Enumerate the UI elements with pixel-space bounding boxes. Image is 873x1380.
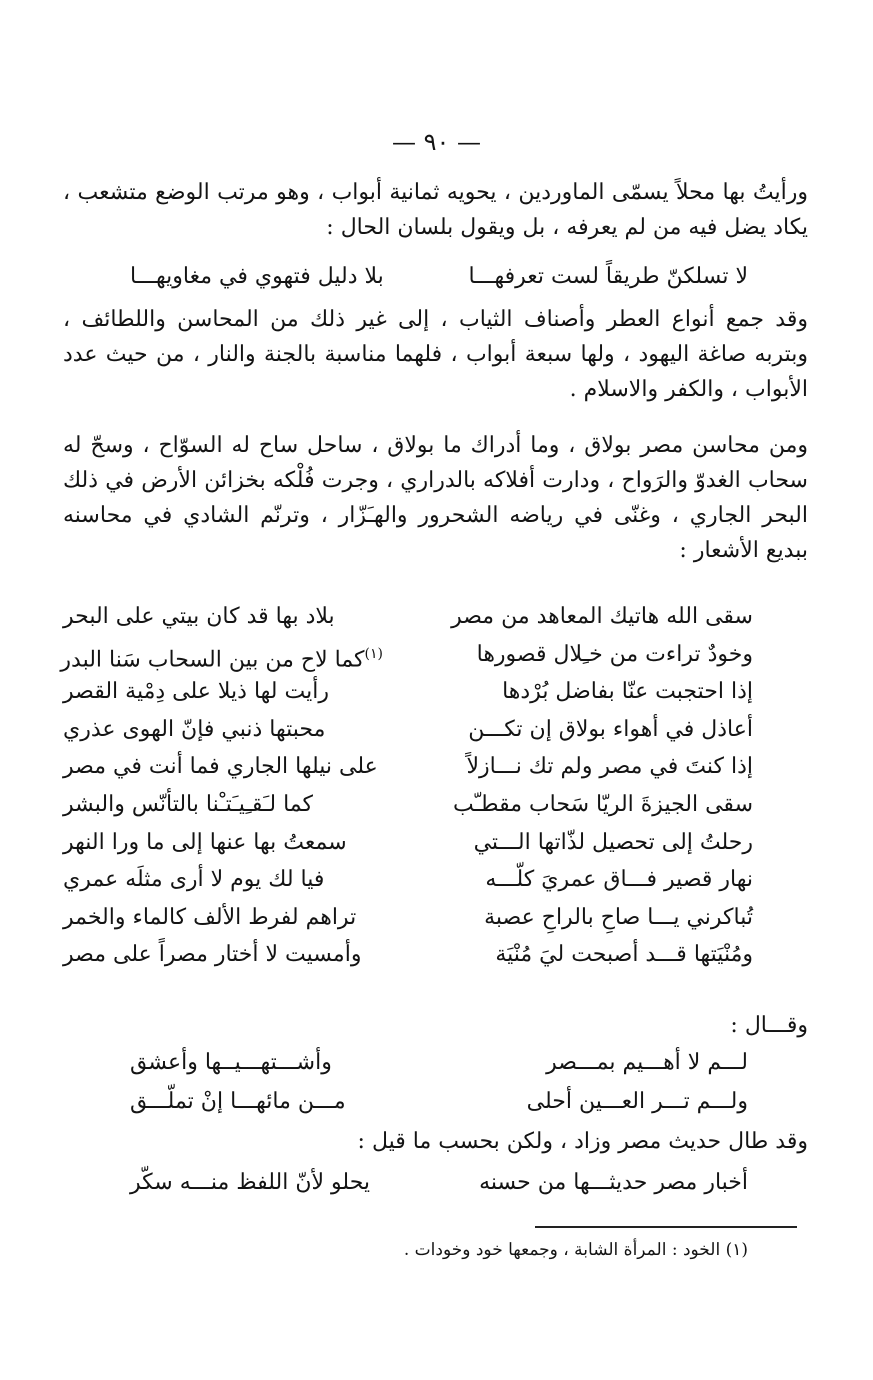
poem2-line-2-first: ولـــم تـــر العـــين أحلى — [526, 1089, 748, 1114]
poem-hemistich-first: سقى الله هاتيك المعاهد من مصر — [451, 604, 753, 629]
poem-line — [63, 936, 753, 974]
poem-hemistich-first: ومُنْيَتها قـــد أصبحت ليَ مُنْيَة — [495, 942, 753, 968]
poem-hemistich-second: سمعتُ بها عنها إلى ما ورا النهر — [63, 829, 347, 855]
poem-hemistich-second: كما لـَقـِيـَتـْنا بالتأنّس والبشر — [63, 791, 313, 817]
poem-line — [60, 636, 753, 674]
poem-hemistich-second: على نيلها الجاري فما أنت في مصر — [63, 754, 378, 780]
verse-1-second-hemistich: بلا دليل فتهوي في مغاويهـــا — [130, 264, 384, 289]
poem-hemistich-first: رحلتُ إلى تحصيل لذّاتها الـــتي — [473, 829, 753, 855]
poem2-line-1-first: لـــم لا أهـــيم بمـــصر — [546, 1050, 748, 1075]
poem-line — [63, 899, 753, 937]
poem-hemistich-second: بلاد بها قد كان بيتي على البحر — [63, 604, 335, 629]
poem-hemistich-first: إذا كنتَ في مصر ولم تك نـــازلاً — [466, 754, 753, 780]
poem-hemistich-second: محبتها ذنبي فإنّ الهوى عذري — [63, 716, 326, 742]
poem-line — [63, 673, 753, 711]
verse-4-first-hemistich: أخبار مصر حديثـــها من حسنه — [479, 1170, 748, 1195]
poem-line — [63, 711, 753, 749]
qala-heading: وقـــال : — [730, 1013, 808, 1038]
footnote: (١) الخود : المرأة الشابة ، وجمعها خود وخودات . — [403, 1240, 748, 1260]
poem-hemistich-first: سقى الجيزةَ الريّا سَحاب مقطـّب — [452, 791, 753, 817]
poem-line — [63, 786, 753, 824]
poem-hemistich-first: تُباكرني يـــا صاحِ بالراحِ عصبة — [484, 904, 753, 930]
poem-line — [63, 861, 753, 899]
paragraph-perfumes: وقد جمع أنواع العطر وأصناف الثياب ، إلى غير ذلك من المحاسن واللطائف ، وبتربه صاغة اليهود ، ولها سبعة أبواب ، فلهما مناسبة بالجنة والنار ، من حيث عدد الأبواب ، والكفر والاسلام . — [63, 307, 808, 402]
poem-hemistich-second: وأمسيت لا أختار مصراً على مصر — [63, 942, 362, 968]
paragraph-bulaq: ومن محاسن مصر بولاق ، وما أدراك ما بولاق ، ساحل ساح له السوّاح ، وسحّ له سحاب الغدوّ والرَواح ، ودارت أفلاكه بالدراري ، وجرت فُلْكه بخزائن الأرض في ذلك البحر الجاري ، وغنّى في رياضه الشحرور والهـَزّار ، وترنّم الشادي في محاسنه ببديع الأشعار : — [63, 433, 808, 563]
poem2-line-1-second: وأشـــتهـــيــها وأعشق — [130, 1050, 332, 1075]
verse-1-first-hemistich: لا تسلكنّ طريقاً لست تعرفهـــا — [468, 264, 748, 289]
poem-line — [63, 824, 753, 862]
poem-hemistich-first: نهار قصير فـــاق عمريَ كلّـــه — [485, 867, 753, 893]
poem-hemistich-second: رأيت لها ذيلا على دِمْية القصر — [63, 679, 329, 705]
verse-4-second-hemistich: يحلو لأنّ اللفظ منـــه سكّر — [130, 1170, 371, 1195]
poem-hemistich-first: وخودٌ تراءت من خـِلال قصورها — [476, 641, 753, 667]
paragraph-hadith-misr: وقد طال حديث مصر وزاد ، ولكن بحسب ما قيل : — [357, 1129, 808, 1154]
poem-hemistich-first: إذا احتجبت عنّا بفاضل بُرْدها — [502, 679, 753, 705]
poem-hemistich-second: فيا لك يوم لا أرى مثلَه عمري — [63, 867, 325, 893]
poem-bulaq — [60, 598, 753, 974]
poem-hemistich-second: $^{(١)}$كما لاح من بين السحاب سَنا البدر — [60, 645, 383, 672]
poem-hemistich-second: تراهم لفرط الألف كالماء والخمر — [63, 904, 357, 930]
poem2-line-2-second: مـــن مائهـــا إنْ تملّـــق — [130, 1089, 346, 1114]
poem-hemistich-first: أعاذل في أهواء بولاق إن تكـــن — [468, 716, 753, 742]
poem-line — [63, 748, 753, 786]
poem-line — [63, 598, 753, 636]
paragraph-maawardin: ورأيتُ بها محلاً يسمّى الماوردين ، يحويه ثمانية أبواب ، وهو مرتب الوضع متشعب ، يكاد يضل فيه من لم يعرفه ، بل ويقول بلسان الحال : — [63, 180, 808, 240]
page-number: — ٩٠ — — [391, 128, 482, 156]
footnote-divider — [535, 1226, 797, 1228]
footnote-marker: (١) — [364, 645, 383, 662]
